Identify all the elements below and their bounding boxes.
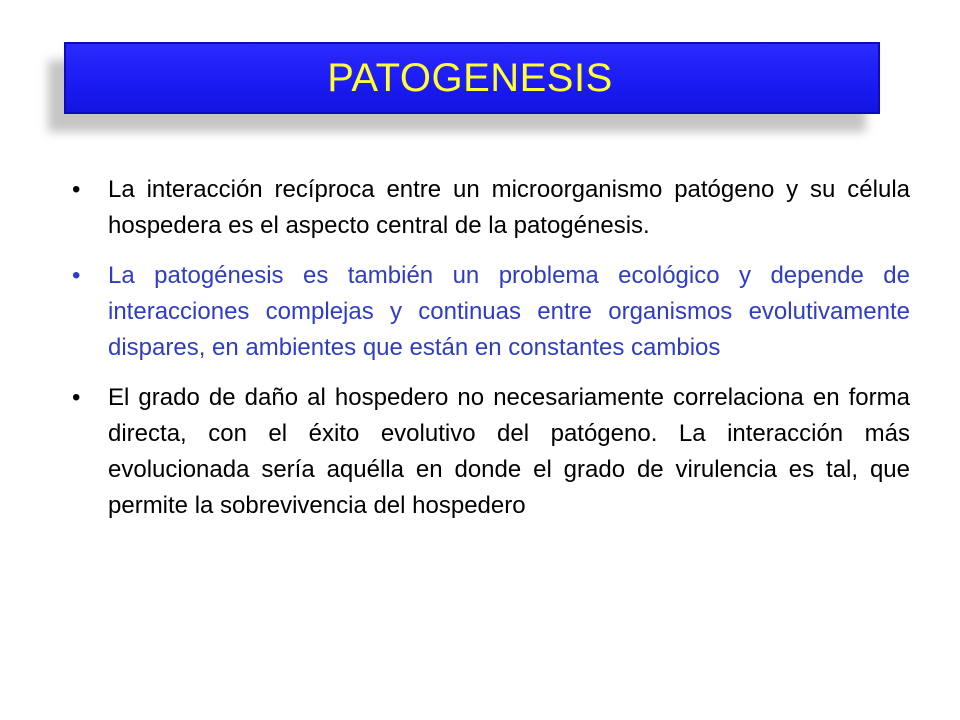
page-title: PATOGENESIS [327, 56, 613, 100]
bullet-dot-icon: • [72, 384, 81, 411]
bullet-dot-icon: • [72, 176, 81, 203]
bullet-text: La interacción recíproca entre un microorganismo patógeno y su célula hospedera es el aspecto central de la patogénesis. [108, 176, 910, 239]
bullet-text: La patogénesis es también un problema ecológico y depende de interacciones complejas y continuas entre organismos evolutivamente dispares, en ambientes que están en constantes cambios [108, 262, 910, 361]
bullet-list [72, 172, 910, 538]
bullet-text: El grado de daño al hospedero no necesariamente correlaciona en forma directa, con el éxito evolutivo del patógeno. La interacción más evolucionada sería aquélla en donde el grado de virulencia es tal, que permite la sobrevivencia del hospedero [108, 384, 910, 519]
bullet-item-2 [72, 258, 910, 366]
title-banner [64, 42, 880, 114]
bullet-item-1 [72, 172, 910, 244]
bullet-dot-icon: • [72, 262, 81, 289]
bullet-item-3 [72, 380, 910, 524]
